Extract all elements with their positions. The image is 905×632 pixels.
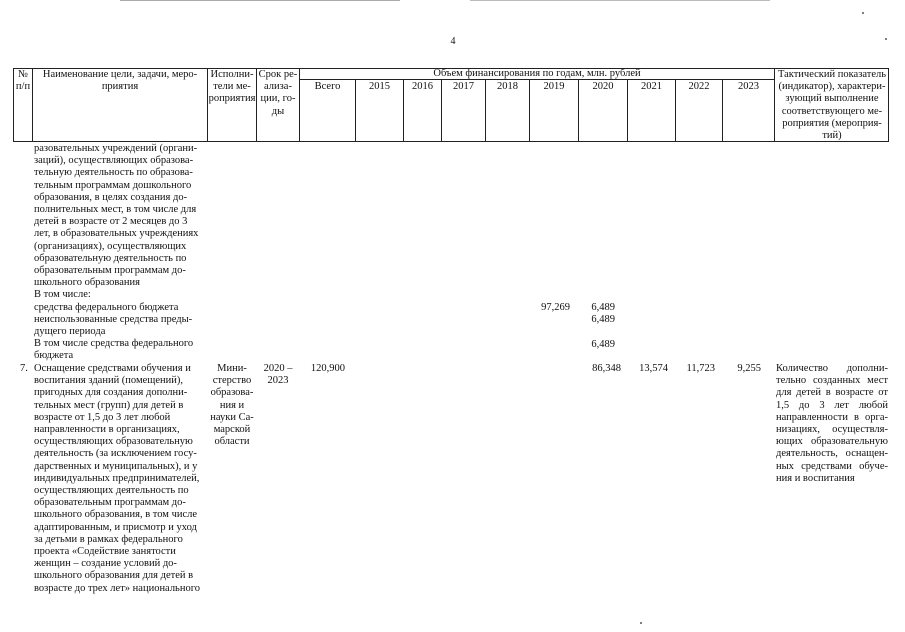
text-line: 2023 — [267, 375, 289, 387]
header-year-2015: 2015 — [369, 81, 390, 92]
col-border — [888, 68, 889, 142]
scan-speck — [862, 12, 864, 14]
text-line: тельных мест (групп) для детей в — [34, 399, 184, 411]
text-line: индивидуальных предпринимателей, — [34, 472, 200, 484]
row7-executor — [208, 363, 256, 448]
header-year-2019: 2019 — [543, 81, 565, 92]
text-line: за детьми в рамках федерального — [34, 533, 183, 545]
text-line: детей в возрасте от 2 месяцев до 3 — [34, 216, 188, 228]
text-line: разовательных учреждений (органи- — [34, 143, 198, 154]
federal-budget-label: средства федерального бюджета — [34, 301, 179, 313]
text-line: низациях, осуществля- — [776, 424, 888, 436]
text-line: тельно созданных мест — [776, 375, 888, 387]
header-indicator: Тактический показатель (индикатор), характери-зующий выполнение соответствующего ме-роприятия (мероприя-тий) — [777, 69, 887, 142]
text-line: 1,5 до 3 лет любой — [776, 399, 888, 411]
col-border — [774, 68, 775, 142]
text-line: области — [214, 436, 250, 448]
header-year-2022: 2022 — [688, 81, 710, 92]
row7-total: 120,900 — [310, 363, 345, 374]
text-line: ющих образовательную — [776, 436, 888, 448]
header-total: Всего — [314, 81, 341, 92]
text-line: пригодных для создания дополни- — [34, 387, 188, 399]
text-line: Мини- — [217, 363, 247, 374]
text-line: осуществляющих образовательную — [34, 436, 193, 448]
incl-federal-label-1: В том числе средства федерального — [34, 338, 194, 350]
including-label: В том числе: — [34, 289, 91, 301]
row7-2023: 9,255 — [737, 363, 761, 374]
text-line: (организациях), осуществляющих — [34, 240, 187, 252]
text-line: Количество дополни- — [776, 363, 888, 374]
text-line: образовательным программам до- — [34, 497, 186, 509]
text-line: дарственных и муниципальных), и у — [34, 460, 198, 472]
col-border — [256, 68, 257, 142]
text-line: осуществляющих деятельность по — [34, 485, 189, 497]
row7-2022: 11,723 — [686, 363, 715, 374]
header-num: № п/п — [15, 69, 31, 93]
header-year-2017: 2017 — [453, 81, 474, 92]
row7-indicator — [776, 363, 888, 485]
text-line: ных средствами обуче- — [776, 460, 888, 472]
text-line: Оснащение средствами обучения и — [34, 363, 191, 374]
text-line: образования, в целях создания до- — [34, 191, 188, 203]
text-line: образовательную деятельность по — [34, 252, 187, 264]
incl-federal-label-2: бюджета — [34, 350, 74, 362]
row7-2021: 13,574 — [639, 363, 668, 374]
text-line: адаптированным, и присмотр и уход — [34, 521, 197, 533]
col-border — [32, 68, 33, 142]
header-year-2023: 2023 — [738, 81, 759, 92]
row7-name — [34, 363, 209, 595]
text-line: воспитания зданий (помещений), — [34, 375, 184, 387]
text-line: школьного образования, в том числе — [34, 509, 198, 521]
unused-funds-label-2: дущего периода — [34, 326, 106, 338]
text-line: образова- — [210, 387, 254, 399]
text-line: проекта «Содействие занятости — [34, 546, 176, 558]
text-line: ния и — [219, 399, 245, 411]
text-line: возрасте до трех лет» национального — [34, 582, 201, 594]
text-line: ния и воспитания — [776, 472, 855, 484]
text-line: лет, в образовательных учреждениях — [34, 228, 199, 240]
row7-term — [258, 363, 298, 387]
text-line: заций), осуществляющих образова- — [34, 155, 194, 167]
scan-speck — [885, 38, 887, 40]
text-line: 2020 – — [263, 363, 293, 374]
text-line: возрасте от 1,5 до 3 лет любой — [34, 411, 171, 423]
text-line: науки Са- — [210, 411, 254, 423]
header-year-2018: 2018 — [497, 81, 518, 92]
text-line: полнительных мест, в том числе для — [34, 204, 197, 216]
unused-funds-label-1: неиспользованные средства преды- — [34, 313, 193, 325]
text-line: направленности в организациях, — [34, 424, 180, 436]
header-year-2020: 2020 — [592, 81, 614, 92]
header-name: Наименование цели, задачи, меро-приятия — [42, 69, 198, 93]
scan-edge-line — [470, 0, 770, 1]
text-line: деятельность (за исключением госу- — [34, 448, 197, 460]
text-line: школьного образования для детей в — [34, 570, 194, 582]
header-bottom-border — [13, 141, 889, 142]
header-year-2021: 2021 — [641, 81, 662, 92]
text-line: тельным программам дошкольного — [34, 179, 192, 191]
scan-speck — [640, 622, 642, 624]
text-line: женщин – создание условий до- — [34, 558, 177, 570]
federal-2019-value: 97,269 — [541, 302, 570, 313]
row7-number: 7. — [20, 363, 28, 374]
text-line: образовательным программам до- — [34, 265, 186, 277]
continuation-text — [34, 143, 209, 363]
header-term: Срок ре-ализа-ции, го-ды — [258, 69, 298, 117]
header-financing: Объем финансирования по годам, млн. рублей — [433, 68, 641, 79]
unused-2020-value: 6,489 — [591, 314, 615, 325]
text-line: направленности в орга- — [776, 411, 888, 423]
federal-2020-value: 6,489 — [591, 302, 615, 313]
row7-2020: 86,348 — [592, 363, 621, 374]
page-number: 4 — [450, 36, 456, 47]
text-line: школьного образования — [34, 277, 140, 289]
header-year-2016: 2016 — [412, 81, 433, 92]
text-line: для детей в возрасте от — [776, 387, 888, 399]
text-line: марской — [213, 424, 251, 436]
text-line: тельную деятельность по образова- — [34, 167, 193, 179]
text-line: деятельность, оснащен- — [776, 448, 888, 460]
header-executors: Исполни-тели ме-роприятия — [208, 69, 256, 105]
scan-edge-line — [120, 0, 400, 1]
incl-federal-2020-value: 6,489 — [591, 339, 615, 350]
text-line: стерство — [212, 375, 252, 387]
